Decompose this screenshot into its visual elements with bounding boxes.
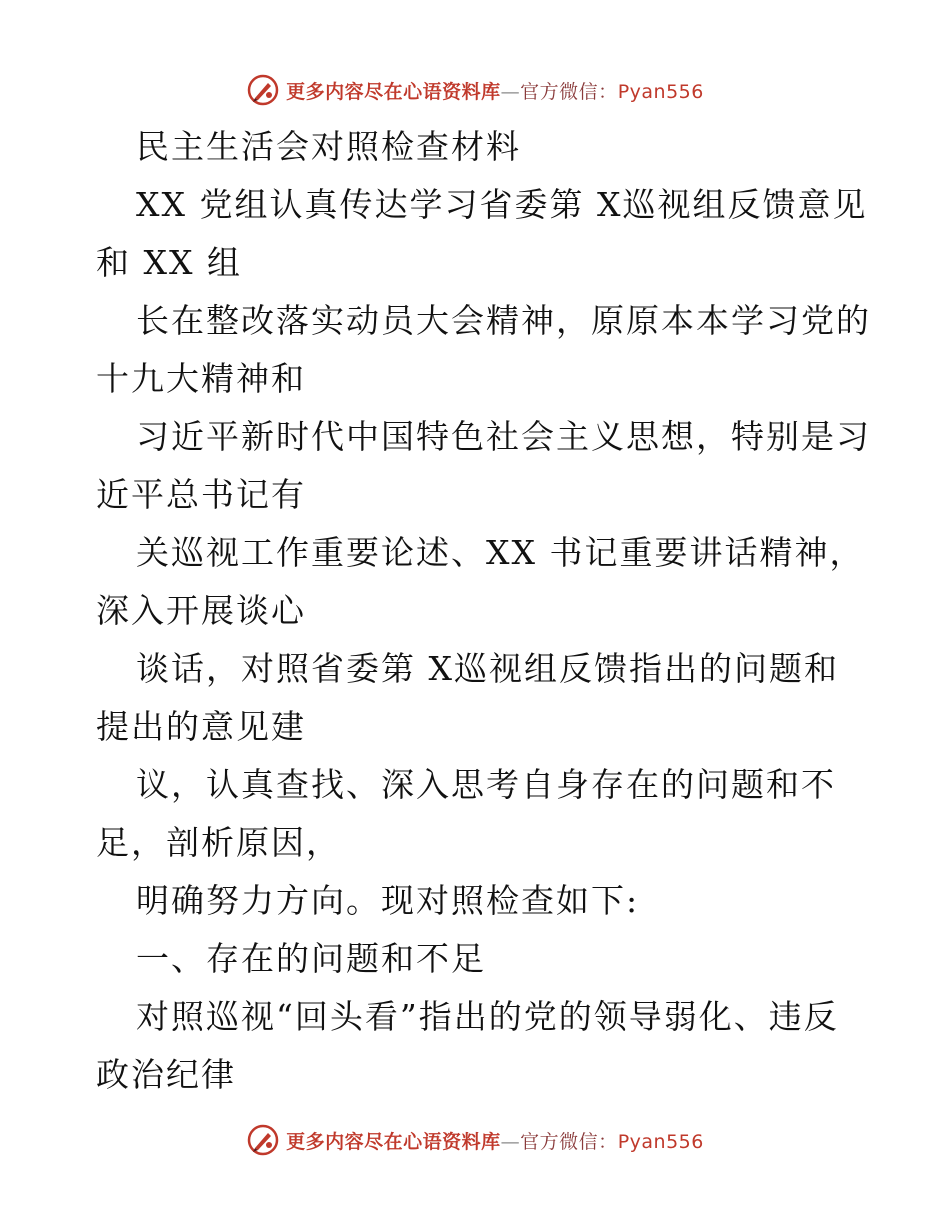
body-line: XX 党组认真传达学习省委第 X巡视组反馈意见 — [136, 185, 868, 224]
body-line: 习近平新时代中国特色社会主义思想，特别是习 — [136, 417, 871, 456]
body-line: 关巡视工作重要论述、XX 书记重要讲话精神， — [136, 533, 865, 572]
body-line: 明确努力方向。现对照检查如下: — [136, 881, 640, 920]
wechat-id: Pyan556 — [617, 80, 704, 103]
body-line: 近平总书记有 — [96, 475, 306, 514]
body-line: 长在整改落实动员大会精神，原原本本学习党的 — [136, 301, 871, 340]
body-line: 谈话，对照省委第 X巡视组反馈指出的问题和 — [136, 649, 839, 688]
watermark-dash: — — [500, 1130, 521, 1153]
body-line: 提出的意见建 — [96, 707, 306, 746]
body-line: 十九大精神和 — [96, 359, 306, 398]
body-line: 足，剖析原因， — [96, 823, 341, 862]
body-line: 对照巡视“回头看”指出的党的领导弱化、违反 — [136, 997, 839, 1036]
watermark-text: 更多内容尽在心语资料库 — [286, 1130, 501, 1153]
document-body — [96, 118, 871, 1104]
footer-watermark — [0, 1120, 950, 1160]
wechat-id: Pyan556 — [617, 1130, 704, 1153]
section-heading: 一、存在的问题和不足 — [136, 939, 486, 978]
pen-logo-icon — [246, 73, 280, 107]
body-line: 议，认真查找、深入思考自身存在的问题和不 — [136, 765, 836, 804]
watermark-text: 更多内容尽在心语资料库 — [286, 80, 501, 103]
document-title: 民主生活会对照检查材料 — [136, 127, 521, 166]
body-line: 政治纪律 — [96, 1055, 236, 1094]
wechat-label: 官方微信： — [520, 1130, 618, 1153]
body-line: 深入开展谈心 — [96, 591, 306, 630]
watermark-dash: — — [500, 80, 521, 103]
pen-logo-icon — [246, 1123, 280, 1157]
wechat-label: 官方微信： — [520, 80, 618, 103]
header-watermark — [0, 70, 950, 110]
body-line: 和 XX 组 — [96, 243, 242, 282]
